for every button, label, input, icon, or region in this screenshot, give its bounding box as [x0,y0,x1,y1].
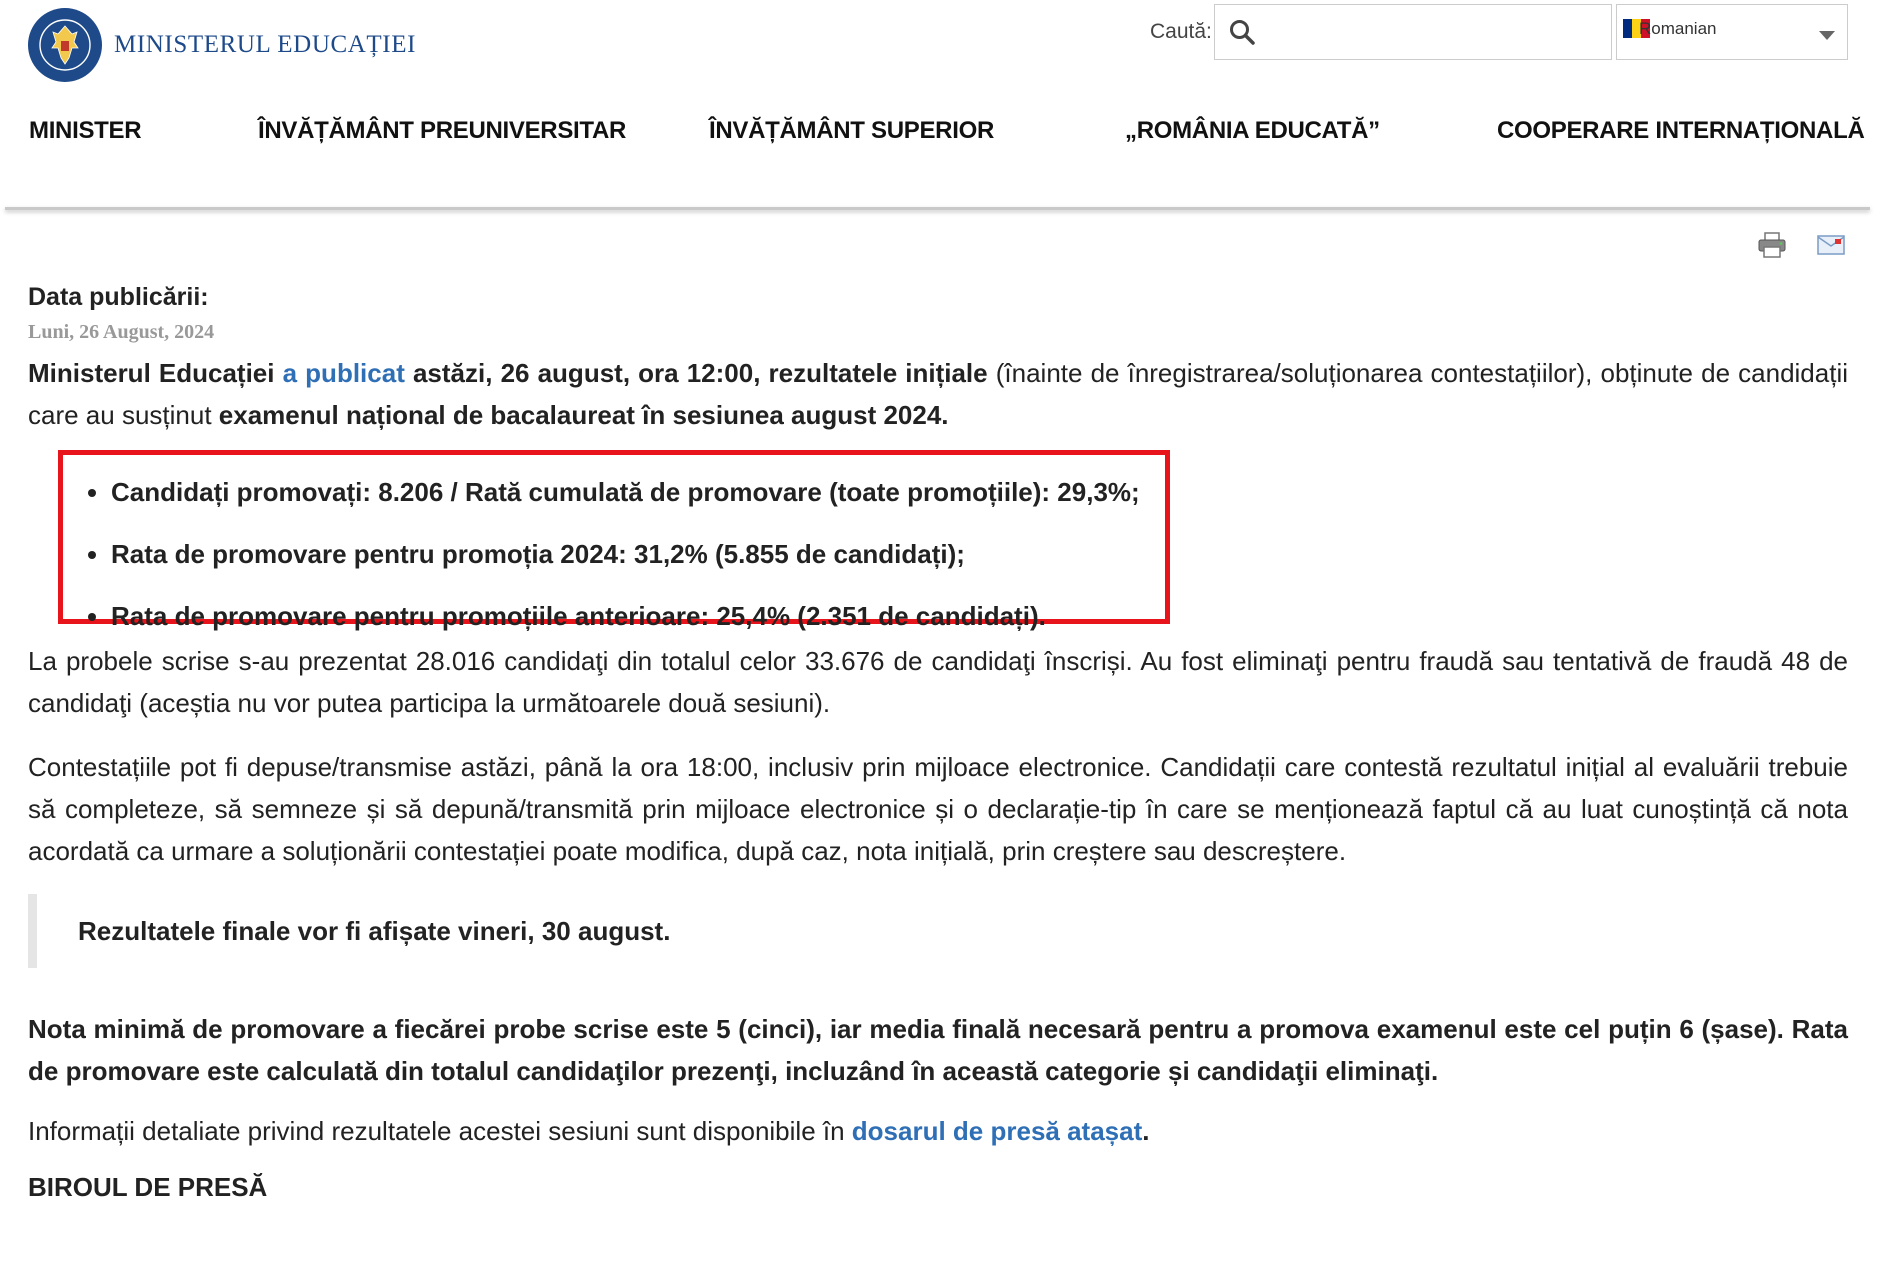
nav-item-preuniversitar[interactable]: ÎNVĂȚĂMÂNT PREUNIVERSITAR [258,117,627,144]
email-icon[interactable] [1817,232,1845,261]
language-select[interactable] [1616,4,1848,60]
intro-part2: astăzi, 26 august, ora 12:00, rezultatele inițiale [404,358,988,388]
details-text: Informații detaliate privind rezultatele acestei sesiuni sunt disponibile în [28,1116,852,1146]
press-kit-link[interactable]: dosarul de presă atașat [851,1116,1143,1146]
nav-divider [5,207,1870,210]
contestatii-paragraph: Contestațiile pot fi depuse/transmise astăzi, până la ora 18:00, inclusiv prin mijloace electronice. Candidații care contestă rezultatul inițial al evaluării trebuie să completeze, să semneze și să depună/transmită prin mijloace electronice și o declarație-tip în care se menționează faptul că au luat cunoștință că nota acordată ca urmare a soluționării contestației poate modifica, după caz, nota inițială, prin creștere sau descreștere. [28,752,1848,866]
main-nav [0,117,1879,149]
search-icon [1229,19,1255,45]
final-results-quote [28,894,1848,968]
search-input[interactable] [1265,20,1611,45]
highlight-box [58,450,1170,631]
results-list [63,455,1165,647]
print-icon[interactable] [1757,232,1787,263]
nav-item-superior[interactable]: ÎNVĂȚĂMÂNT SUPERIOR [709,117,994,144]
intro-part3: (înainte de înregistrarea/soluționarea contestațiilor), obținute de candidații care au susținut [28,358,1849,430]
search-box[interactable] [1214,4,1612,60]
details-end: . [1142,1116,1150,1146]
publicat-link[interactable]: a publicat [282,358,405,388]
intro-paragraph [28,352,1848,436]
list-item: • Candidați promovați: 8.206 / Rată cumulată de promovare (toate promoțiile): 29,3%; [111,461,1165,523]
site-logo[interactable] [28,8,416,82]
nav-item-cooperare[interactable]: COOPERARE INTERNAȚIONALĂ [1497,117,1865,144]
language-value: Romanian [1639,19,1717,38]
list-item: • Rata de promovare pentru promoțiile anterioare: 25,4% (2.351 de candidați). [111,585,1165,647]
government-seal-icon [28,8,102,82]
nav-item-minister[interactable]: MINISTER [29,117,142,144]
press-office-signature: BIROUL DE PRESĂ [28,1172,268,1202]
search-label: Caută: [1150,20,1212,43]
nav-item-romania-educata[interactable]: „ROMÂNIA EDUCATĂ” [1125,117,1380,144]
quote-rest: vor fi afișate vineri, 30 august. [290,916,671,946]
site-title: MINISTERUL EDUCAȚIEI [114,31,417,58]
intro-part4: examenul național de bacalaureat în sesiunea august 2024. [218,400,949,430]
grading-paragraph: Nota minimă de promovare a fiecărei probe scrise este 5 (cinci), iar media finală necesară pentru a promova examenul este cel puțin 6 (șase). Rata de promovare este calculată din totalul candidaţilor prezenţi, incluzând în această categorie și candidaţii eliminaţi. [28,1014,1848,1086]
quote-bold: Rezultatele finale [78,916,291,946]
intro-part1: Ministerul Educației [28,358,283,388]
chevron-down-icon [1819,31,1835,40]
publication-date: Luni, 26 August, 2024 [28,321,215,343]
publication-label: Data publicării: [28,283,209,311]
details-paragraph [28,1110,1848,1152]
candidates-paragraph: La probele scrise s-au prezentat 28.016 candidaţi din totalul celor 33.676 de candidaţi înscriși. Au fost eliminaţi pentru fraudă sau tentativă de fraudă 48 de candidaţi (aceștia nu vor putea participa la următoarele două sesiuni). [28,646,1848,718]
article-content [28,280,1848,1208]
list-item: • Rata de promovare pentru promoția 2024: 31,2% (5.855 de candidați); [111,523,1165,585]
